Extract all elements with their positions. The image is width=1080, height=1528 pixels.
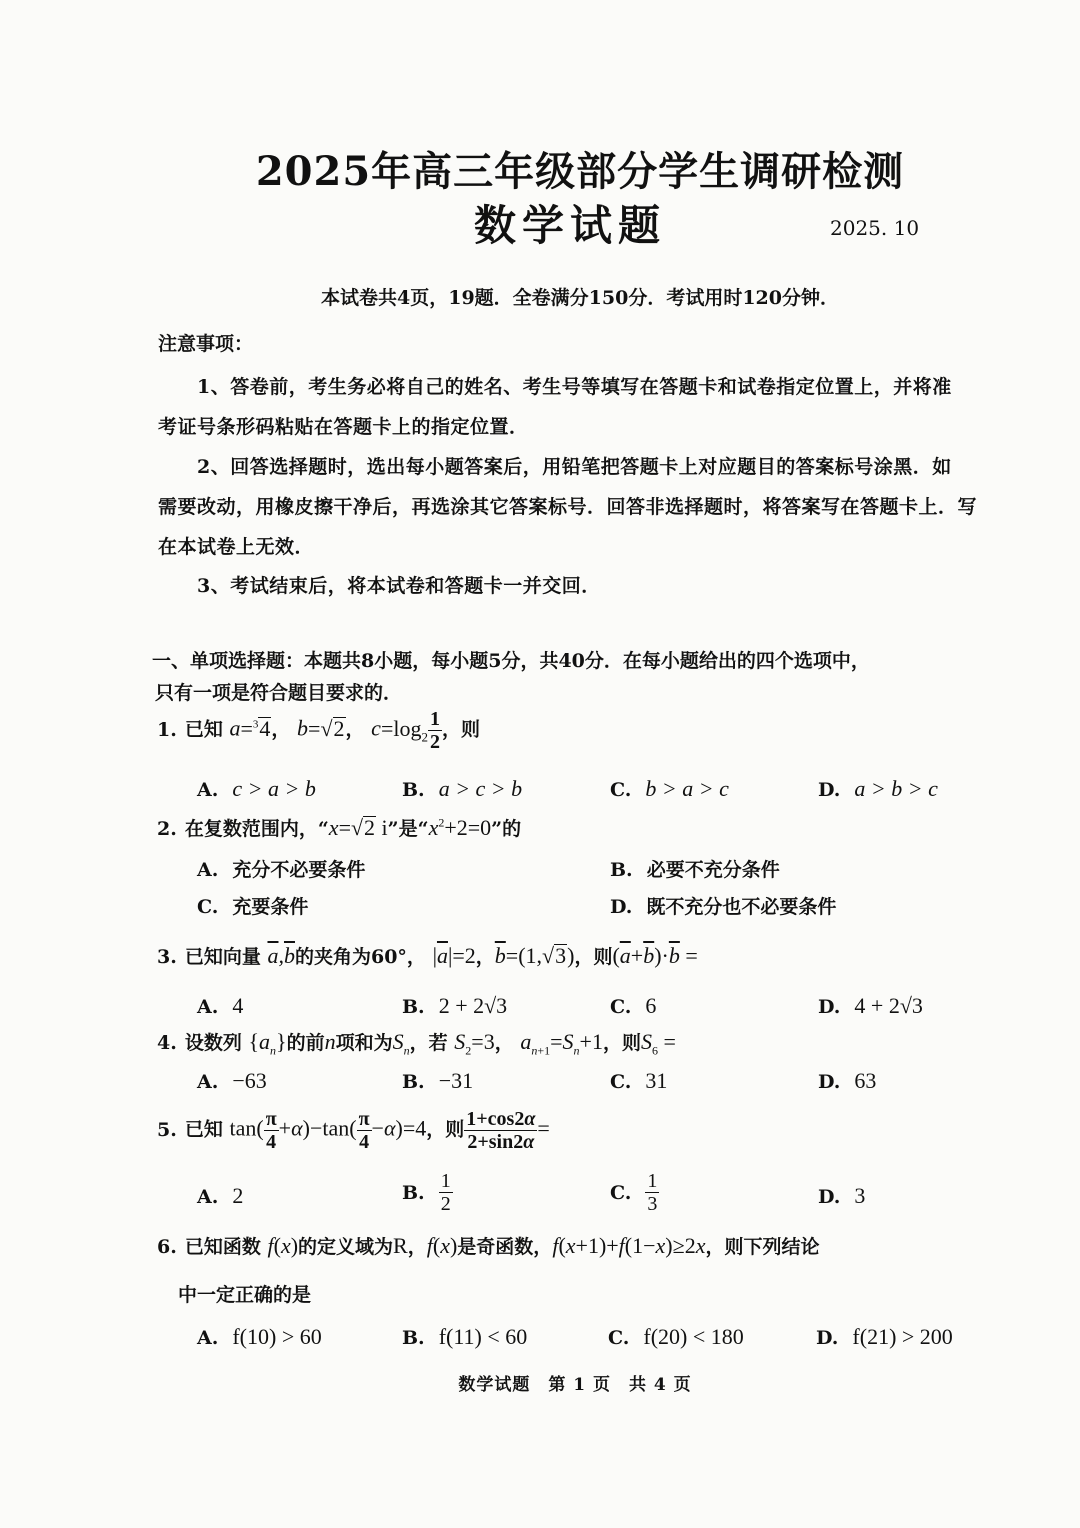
option-a[interactable]: A. 充分不必要条件	[197, 859, 366, 881]
question-2-stem: 2. 在复数范围内，“x=√2 i”是“$x^2+2=0$”的	[157, 815, 522, 840]
stem-text: 是奇函数，	[457, 1236, 553, 1258]
option-c[interactable]: C. $\frac{1}{3}$	[610, 1170, 658, 1215]
math-expr: $^2$+2=0	[438, 815, 492, 840]
notice-line: 3、考试结束后，将本试卷和答题卡一并交回．	[197, 575, 601, 597]
fraction: $\frac{\pi}{4}$	[265, 1108, 277, 1153]
stem-text: ，则	[574, 946, 613, 968]
option-c[interactable]: C. 6	[610, 993, 657, 1018]
notice-line: 1、答卷前，考生务必将自己的姓名、考生号等填写在答题卡和试卷指定位置上，并将准	[197, 376, 952, 398]
exam-title: 2025年高三年级部分学生调研检测	[255, 148, 905, 195]
math-expr: =$^3$4	[240, 715, 271, 741]
option-a[interactable]: A. c > a > b	[197, 776, 316, 801]
math-expr: $S_n$	[392, 1029, 410, 1058]
math-expr: b	[297, 715, 309, 741]
math-expr: $\overline{b}$	[494, 943, 506, 968]
stem-text: ，	[345, 718, 365, 741]
stem-text: 已知	[184, 718, 223, 741]
math-expr: R	[393, 1233, 408, 1258]
option-d[interactable]: D. f(21) > 200	[816, 1324, 953, 1349]
math-expr: $=\log_2$	[380, 715, 428, 744]
math-expr: a	[229, 715, 241, 741]
notice-line: 需要改动，用橡皮擦干净后，再选涂其它答案标号．回答非选择题时，将答案写在答题卡上．写	[158, 496, 978, 518]
option-c[interactable]: C. f(20) < 180	[608, 1324, 744, 1349]
exam-date: 2025. 10	[830, 216, 920, 240]
stem-text: 在复数范围内，	[184, 818, 318, 840]
stem-text: ，	[271, 718, 291, 741]
stem-text: ，则	[602, 1032, 641, 1054]
question-number: 4.	[157, 1032, 177, 1054]
math-expr: +α)−tan(	[278, 1115, 357, 1141]
question-number: 6.	[157, 1236, 177, 1258]
question-3-stem: 3. 已知向量 $\overline{a},\overline{b}$的夹角为60°， $|\overline{a}|=2$，$\overline{b}=(1,√3)$，则$(\overline{a}+\overline{b})\cdot\overline{b}$ =	[157, 943, 698, 968]
question-number: 1.	[157, 718, 177, 741]
section-heading: 一、单项选择题：本题共8小题，每小题5分，共40分．在每小题给出的四个选项中，	[152, 650, 870, 672]
option-d[interactable]: D. 63	[818, 1068, 877, 1093]
option-b[interactable]: B. 必要不充分条件	[610, 859, 780, 881]
stem-text: ，则下列结论	[705, 1236, 820, 1258]
stem-text: 的定义域为	[298, 1236, 394, 1258]
math-expr: n	[324, 1029, 336, 1054]
option-c[interactable]: C. 31	[610, 1068, 668, 1093]
option-d[interactable]: D. 3	[818, 1183, 866, 1208]
section-heading-cont: 只有一项是符合题目要求的．	[155, 682, 403, 704]
stem-text: 的前	[286, 1032, 325, 1054]
fraction: $\frac{1}{2}$	[429, 708, 440, 753]
math-expr: =√2	[308, 715, 345, 741]
option-b[interactable]: B. a > c > b	[402, 776, 523, 801]
fraction: $\frac{1+\cos 2\alpha}{2+\sin 2\alpha}$	[466, 1108, 536, 1153]
question-4-stem: 4. 设数列 $\{a_n\}$的前n项和为$S_n$，若 $S_2=3$， $a_{n+1}=S_n+1$，则$S_6$ =	[157, 1029, 676, 1058]
stem-text: 的夹角为60°，	[294, 946, 426, 968]
math-expr: $\overline{a},\overline{b}$	[267, 943, 295, 968]
stem-text: 项和为	[335, 1032, 393, 1054]
question-number: 3.	[157, 946, 177, 968]
question-1-stem	[157, 708, 480, 753]
math-expr: f(x)	[426, 1233, 458, 1258]
option-a[interactable]: A. 2	[197, 1183, 244, 1208]
option-b[interactable]: B. 2 + 2√3	[402, 993, 508, 1018]
math-expr: =(1,√3)	[505, 943, 575, 968]
stem-text: 已知函数	[184, 1236, 261, 1258]
option-b[interactable]: B. −31	[402, 1068, 474, 1093]
option-c[interactable]: C. 充要条件	[197, 896, 309, 918]
stem-text: 设数列	[184, 1032, 242, 1054]
notice-heading: 注意事项：	[158, 333, 254, 355]
math-expr: $S_6$ =	[640, 1029, 676, 1058]
math-expr: −α)=4	[371, 1115, 427, 1141]
option-b[interactable]: B. f(11) < 60	[402, 1324, 528, 1349]
math-expr: c	[371, 715, 381, 741]
stem-text: 已知向量	[184, 946, 261, 968]
math-expr: f(x)	[267, 1233, 299, 1258]
math-expr: tan(	[229, 1115, 264, 1141]
math-expr: $|\overline{a}|=2$	[432, 943, 476, 968]
notice-line: 在本试卷上无效．	[158, 536, 315, 558]
option-d[interactable]: D. 既不充分也不必要条件	[610, 896, 837, 918]
math-expr: f(x+1)+f(1−x)≥2x	[552, 1233, 706, 1258]
question-6-stem: 6. 已知函数 f(x)的定义域为R，f(x)是奇函数，f(x+1)+f(1−x)≥2x，则下列结论	[157, 1233, 820, 1258]
math-expr: x	[428, 815, 439, 840]
option-b[interactable]: B. $\frac{1}{2}$	[402, 1170, 451, 1215]
question-number: 5.	[157, 1118, 177, 1141]
fraction: $\frac{\pi}{4}$	[358, 1108, 370, 1153]
stem-text: 的	[502, 818, 522, 840]
math-expr: $(\overline{a}+\overline{b})\cdot\overline{b}$ =	[612, 943, 698, 968]
option-a[interactable]: A. f(10) > 60	[197, 1324, 322, 1349]
page-footer: 数学试题 第 1 页 共 4 页	[458, 1375, 692, 1395]
stem-text: ，则	[441, 718, 480, 741]
math-expr: =	[537, 1115, 550, 1141]
stem-text: ，若	[409, 1032, 448, 1054]
stem-text: 已知	[184, 1118, 223, 1141]
math-expr: x	[328, 815, 339, 840]
option-a[interactable]: A. 4	[197, 993, 244, 1018]
question-5-stem	[157, 1108, 550, 1153]
exam-info: 本试卷共4页，19题．全卷满分150分．考试用时120分钟．	[321, 287, 839, 309]
option-c[interactable]: C. b > a > c	[610, 776, 729, 801]
subject-title: 数学试题	[473, 201, 666, 250]
option-d[interactable]: D. 4 + 2√3	[818, 993, 923, 1018]
question-number: 2.	[157, 818, 177, 840]
notice-line: 考证号条形码粘贴在答题卡上的指定位置．	[158, 416, 529, 438]
math-expr: $a_{n+1}=S_n+1$	[520, 1029, 603, 1058]
question-6-stem-cont: 中一定正确的是	[178, 1284, 312, 1306]
option-d[interactable]: D. a > b > c	[818, 776, 938, 801]
math-expr: =√2 i	[338, 815, 388, 840]
stem-text: 是	[398, 818, 418, 840]
math-expr: $S_2=3$	[454, 1029, 495, 1058]
notice-line: 2、回答选择题时，选出每小题答案后，用铅笔把答题卡上对应题目的答案标号涂黑．如	[197, 456, 952, 478]
stem-text: ，则	[426, 1118, 465, 1141]
math-expr: $\{a_n\}$	[248, 1029, 287, 1058]
option-a[interactable]: A. −63	[197, 1068, 267, 1093]
